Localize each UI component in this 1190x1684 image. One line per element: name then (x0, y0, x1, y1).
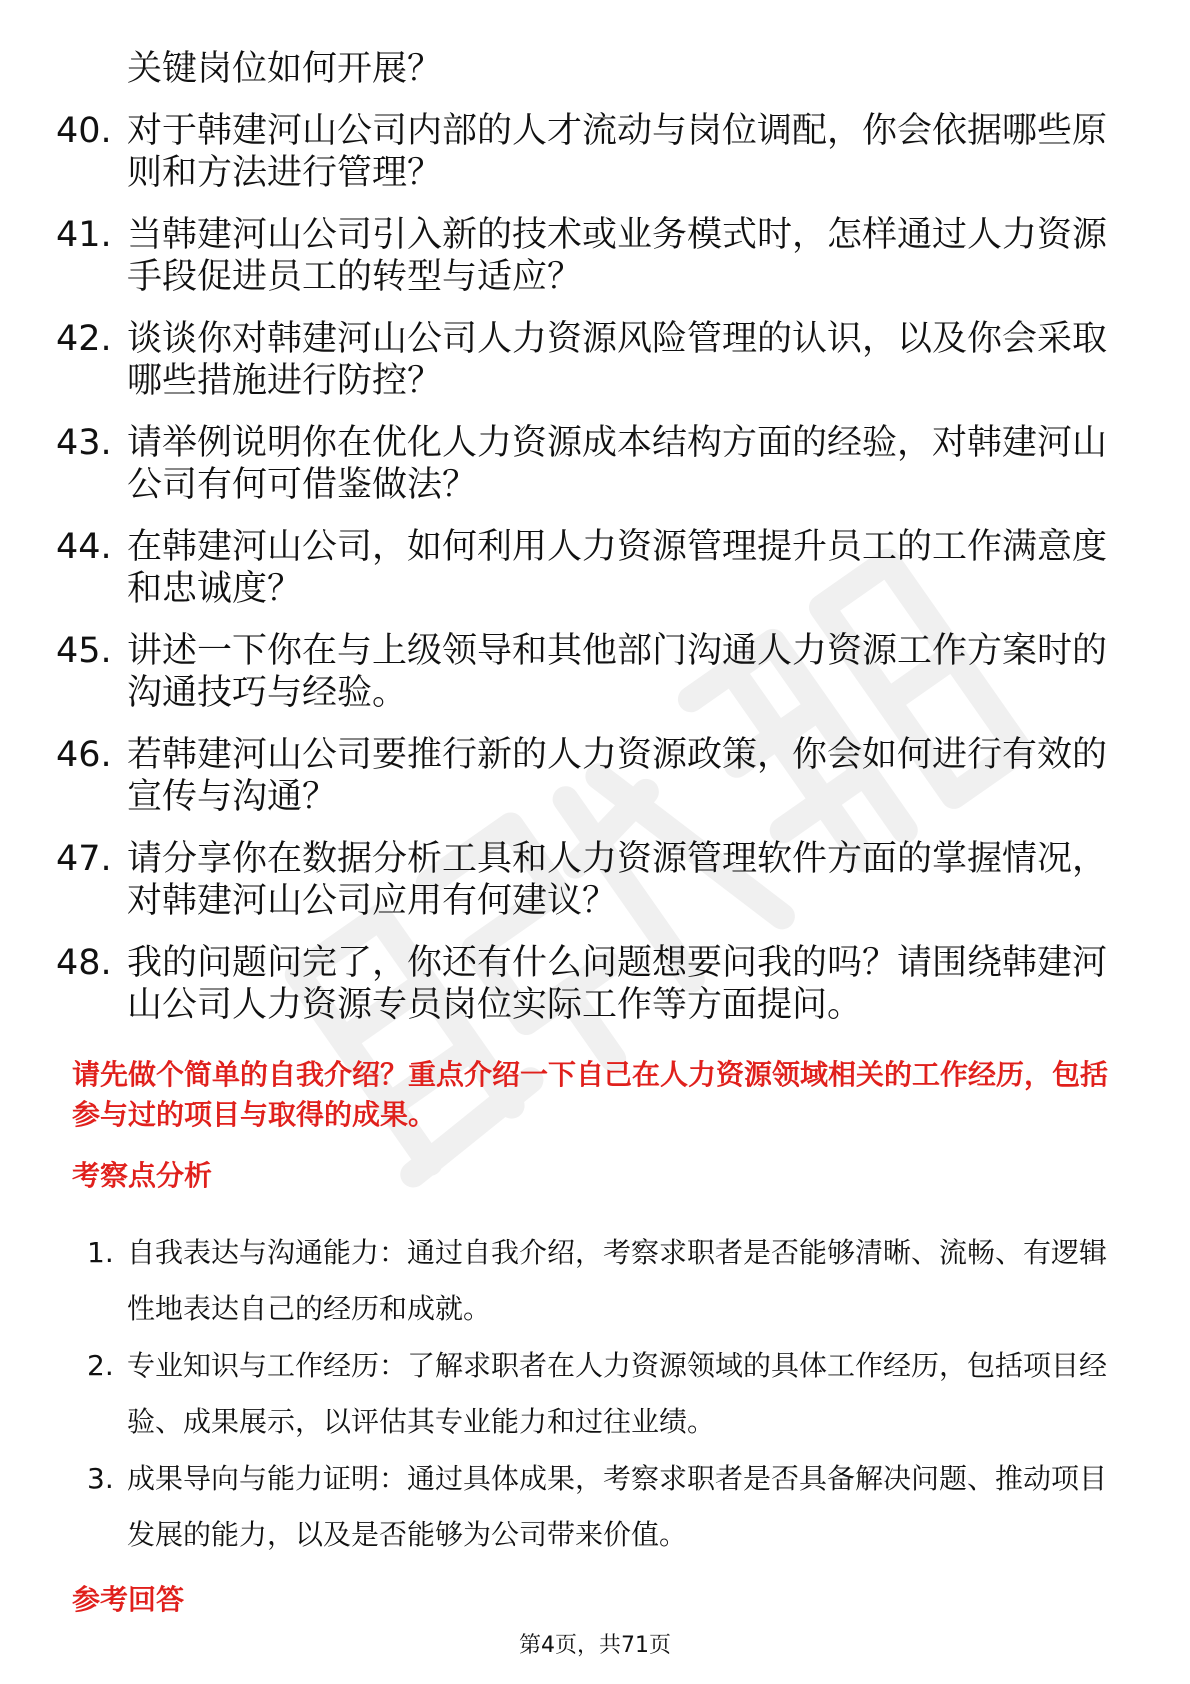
question-text: 请举例说明你在优化人力资源成本结构方面的经验，对韩建河山公司有何可借鉴做法？ (127, 423, 1108, 505)
reference-answer-title: 参考回答 (72, 1583, 185, 1616)
analysis-text: 专业知识与工作经历：了解求职者在人力资源领域的具体工作经历，包括项目经验、成果展示，以评估其专业能力和过往业绩。 (127, 1349, 1108, 1438)
list-item (0, 214, 1190, 318)
question-number: 43. (56, 423, 112, 463)
analysis-number: 1. (87, 1236, 114, 1269)
list-item (0, 734, 1190, 838)
list-item (0, 526, 1190, 630)
list-item (0, 110, 1190, 214)
list-item (0, 1225, 1190, 1338)
question-number: 48. (56, 943, 112, 983)
analysis-text: 成果导向与能力证明：通过具体成果，考察求职者是否具备解决问题、推动项目发展的能力，以及是否能够为公司带来价值。 (127, 1462, 1108, 1551)
question-text: 当韩建河山公司引入新的技术或业务模式时，怎样通过人力资源手段促进员工的转型与适应？ (127, 215, 1108, 297)
question-text: 我的问题问完了，你还有什么问题想要问我的吗？请围绕韩建河山公司人力资源专员岗位实际工作等方面提问。 (127, 943, 1108, 1025)
question-text: 对于韩建河山公司内部的人才流动与岗位调配，你会依据哪些原则和方法进行管理？ (127, 111, 1108, 193)
list-item (0, 630, 1190, 734)
list-item (0, 1338, 1190, 1451)
analysis-text: 自我表达与沟通能力：通过自我介绍，考察求职者是否能够清晰、流畅、有逻辑性地表达自己的经历和成就。 (127, 1236, 1108, 1325)
question-text: 请分享你在数据分析工具和人力资源管理软件方面的掌握情况，对韩建河山公司应用有何建议？ (127, 839, 1108, 921)
list-item (0, 1451, 1190, 1564)
list-item (0, 942, 1190, 1046)
question-text: 谈谈你对韩建河山公司人力资源风险管理的认识，以及你会采取哪些措施进行防控？ (127, 319, 1108, 401)
list-item (0, 318, 1190, 422)
analysis-list (0, 1225, 1190, 1564)
analysis-number: 3. (87, 1462, 114, 1495)
question-number: 40. (56, 111, 112, 151)
question-text: 在韩建河山公司，如何利用人力资源管理提升员工的工作满意度和忠诚度？ (127, 527, 1108, 609)
analysis-title: 考察点分析 (72, 1159, 213, 1192)
question-continuation: 关键岗位如何开展？ (127, 49, 443, 89)
question-number: 46. (56, 735, 112, 775)
question-number: 44. (56, 527, 112, 567)
question-number: 47. (56, 839, 112, 879)
list-item (0, 422, 1190, 526)
list-item (0, 838, 1190, 942)
analysis-number: 2. (87, 1349, 114, 1382)
page-footer: 第4页，共71页 (519, 1633, 671, 1658)
question-text: 讲述一下你在与上级领导和其他部门沟通人力资源工作方案时的沟通技巧与经验。 (127, 631, 1108, 713)
question-number: 41. (56, 215, 112, 255)
featured-question: 请先做个简单的自我介绍？重点介绍一下自己在人力资源领域相关的工作经历，包括参与过的项目与取得的成果。 (72, 1058, 1109, 1131)
question-text: 若韩建河山公司要推行新的人力资源政策，你会如何进行有效的宣传与沟通？ (127, 735, 1108, 817)
question-number: 45. (56, 631, 112, 671)
question-list (0, 110, 1190, 1046)
question-number: 42. (56, 319, 112, 359)
